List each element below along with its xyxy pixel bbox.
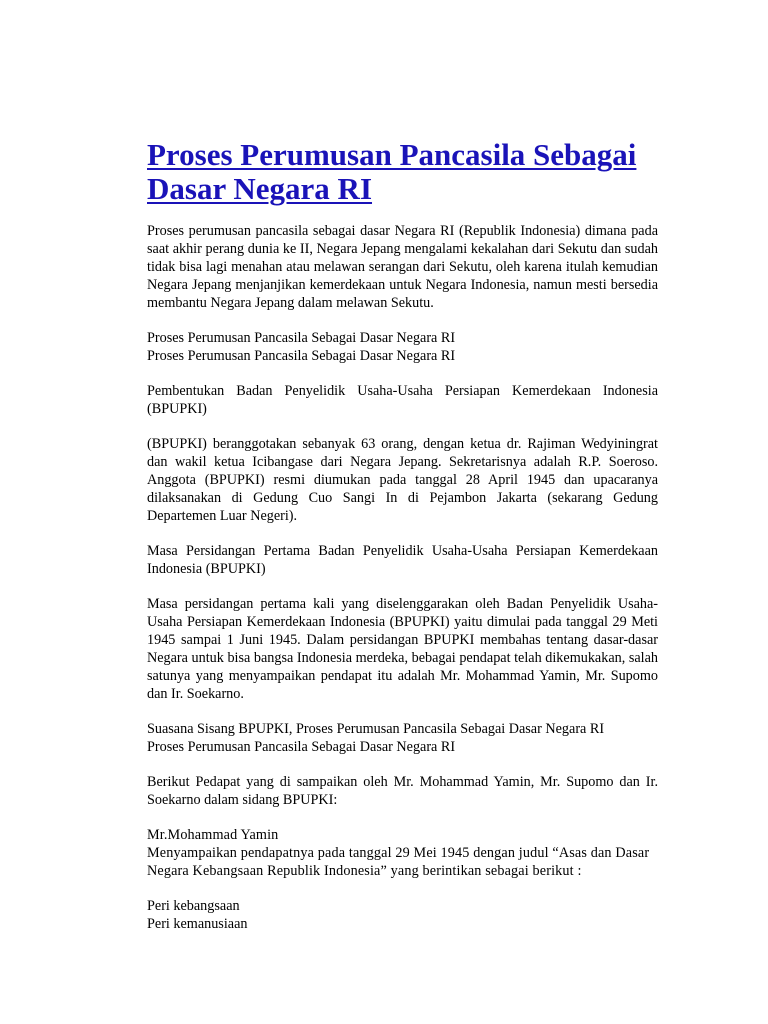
list-item: Peri kemanusiaan bbox=[147, 916, 248, 932]
intro-paragraph: Proses perumusan pancasila sebagai dasar Negara RI (Republik Indonesia) dimana pada saat akhir perang dunia ke II, Negara Jepang mengalami kekalahan dari Sekutu dan sudah tidak bisa lagi menahan atau melawan serangan dari Sekutu, oleh karena itulah kemudian Negara Jepang menjanjikan kemerdekaan untuk Negara Indonesia, namun mesti bersedia membantu Negara Jepang dalam melawan Sekutu. bbox=[147, 223, 658, 311]
list-item: Peri kebangsaan bbox=[147, 898, 240, 914]
article-title-link[interactable]: Proses Perumusan Pancasila Sebagai Dasar Negara RI bbox=[147, 137, 637, 206]
yamin-description: Menyampaikan pendapatnya pada tanggal 29 Mei 1945 dengan judul “Asas dan Dasar Negara Kebangsaan Republik Indonesia” yang berintikan sebagai berikut : bbox=[147, 845, 650, 879]
caption-2-line-1: Suasana Sisang BPUPKI, Proses Perumusan Pancasila Sebagai Dasar Negara RI bbox=[147, 721, 605, 737]
principles-list bbox=[147, 897, 658, 933]
caption-1-line-1: Proses Perumusan Pancasila Sebagai Dasar Negara RI bbox=[147, 330, 456, 346]
yamin-name: Mr.Mohammad Yamin bbox=[147, 827, 279, 843]
first-session-heading: Masa Persidangan Pertama Badan Penyelidik Usaha-Usaha Persiapan Kemerdekaan Indonesia (BPUPKI) bbox=[147, 543, 658, 577]
bpupki-paragraph: (BPUPKI) beranggotakan sebanyak 63 orang, dengan ketua dr. Rajiman Wedyiningrat dan wakil ketua Icibangase dari Negara Jepang. Sekretarisnya adalah R.P. Soeroso. Anggota (BPUPKI) resmi diumukan pada tanggal 28 April 1945 dan upacaranya dilaksanakan di Gedung Cuo Sangi In di Pejambon Jakarta (sekarang Gedung Departemen Luar Negeri). bbox=[147, 436, 658, 524]
caption-2-line-2: Proses Perumusan Pancasila Sebagai Dasar Negara RI bbox=[147, 739, 456, 755]
article bbox=[147, 138, 658, 950]
opinions-intro-paragraph: Berikut Pedapat yang di sampaikan oleh Mr. Mohammad Yamin, Mr. Supomo dan Ir. Soekarno dalam sidang BPUPKI: bbox=[147, 774, 658, 808]
image-caption-1 bbox=[147, 329, 658, 365]
yamin-section bbox=[147, 826, 658, 880]
caption-1-line-2: Proses Perumusan Pancasila Sebagai Dasar Negara RI bbox=[147, 348, 456, 364]
bpupki-heading: Pembentukan Badan Penyelidik Usaha-Usaha Persiapan Kemerdekaan Indonesia (BPUPKI) bbox=[147, 383, 658, 417]
first-session-paragraph: Masa persidangan pertama kali yang diselenggarakan oleh Badan Penyelidik Usaha-Usaha Persiapan Kemerdekaan Indonesia (BPUPKI) yaitu dimulai pada tanggal 29 Meti 1945 sampai 1 Juni 1945. Dalam persidangan BPUPKI membahas tentang dasar-dasar Negara untuk bisa bangsa Indonesia merdeka, bebagai pendapat telah dikemukakan, salah satunya yang menyampaikan pendapat itu adalah Mr. Mohammad Yamin, Mr. Supomo dan Ir. Soekarno. bbox=[147, 596, 658, 702]
image-caption-2 bbox=[147, 720, 658, 756]
